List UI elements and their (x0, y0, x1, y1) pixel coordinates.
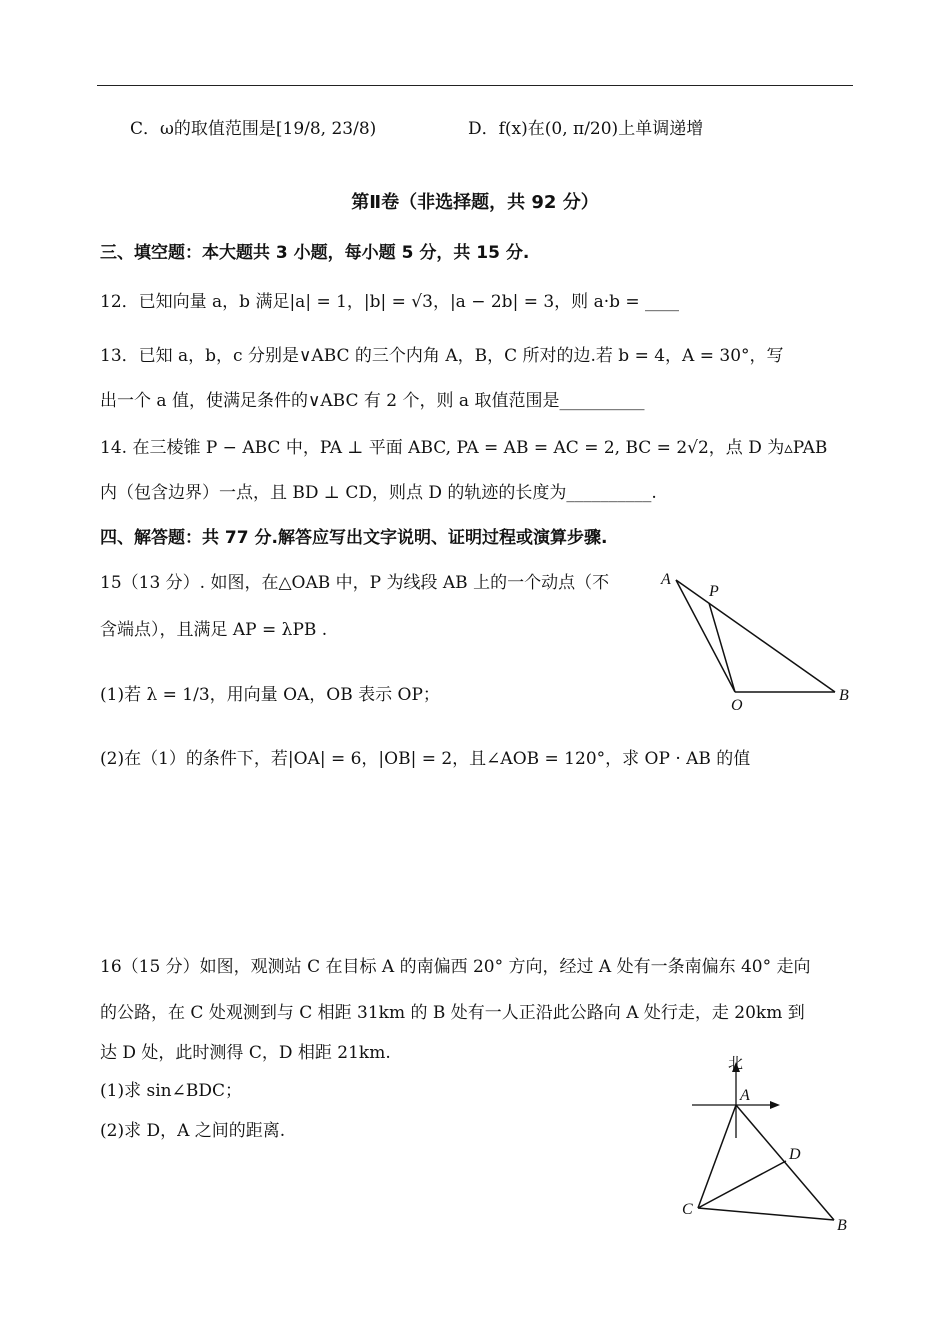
label-a: A (661, 571, 671, 588)
question-15-line-2: 含端点），且满足 AP = λPB . (100, 620, 328, 640)
question-15-part-2: (2)在（1）的条件下，若|OA| = 6，|OB| = 2，且∠AOB = 120°，求 OP · AB 的值 (100, 749, 751, 769)
observation-station-figure (670, 1050, 860, 1240)
header-rule (97, 85, 853, 86)
question-13-line-2: 出一个 a 值，使满足条件的∨ABC 有 2 个，则 a 取值范围是__________ (100, 391, 645, 411)
choice-c: C．ω的取值范围是[19/8, 23/8) (130, 119, 377, 139)
question-16-line-2: 的公路，在 C 处观测到与 C 相距 31km 的 B 处有一人正沿此公路向 A 处行走，走 20km 到 (100, 1003, 805, 1023)
question-16-line-1: 16（15 分）如图，观测站 C 在目标 A 的南偏西 20° 方向，经过 A 处有一条南偏东 40° 走向 (100, 957, 811, 977)
section-3-heading: 三、填空题：本大题共 3 小题，每小题 5 分，共 15 分. (100, 243, 530, 263)
question-16-part-2: (2)求 D，A 之间的距离. (100, 1121, 286, 1141)
triangle-oab-figure (655, 568, 855, 718)
question-15-part-1: (1)若 λ = 1/3，用向量 OA，OB 表示 OP； (100, 685, 440, 705)
label-a2: A (740, 1087, 750, 1104)
question-16-line-3: 达 D 处，此时测得 C，D 相距 21km. (100, 1043, 391, 1063)
choice-d: D．f(x)在(0, π/20)上单调递增 (468, 119, 704, 139)
question-13-line-1: 13．已知 a，b，c 分别是∨ABC 的三个内角 A，B，C 所对的边.若 b = 4，A = 30°，写 (100, 346, 784, 366)
question-12: 12．已知向量 a，b 满足|a| = 1，|b| = √3，|a − 2b| = 3，则 a·b = ____ (100, 292, 680, 312)
label-c: C (682, 1201, 693, 1218)
question-14-line-2: 内（包含边界）一点，且 BD ⊥ CD，则点 D 的轨迹的长度为__________. (100, 483, 657, 503)
label-b2: B (837, 1217, 847, 1234)
label-p: P (709, 583, 719, 600)
label-o: O (731, 697, 743, 714)
question-14-line-1: 14. 在三棱锥 P − ABC 中，PA ⊥ 平面 ABC, PA = AB = AC = 2, BC = 2√2，点 D 为▵PAB (100, 438, 828, 458)
question-15-line-1: 15（13 分）. 如图，在△OAB 中，P 为线段 AB 上的一个动点（不 (100, 573, 610, 593)
north-label: 北 (728, 1054, 744, 1072)
section-4-heading: 四、解答题：共 77 分.解答应写出文字说明、证明过程或演算步骤. (100, 528, 608, 548)
label-b: B (839, 687, 849, 704)
question-16-part-1: (1)求 sin∠BDC； (100, 1081, 242, 1101)
part-title: 第Ⅱ卷（非选择题，共 92 分） (351, 192, 599, 213)
label-d: D (789, 1146, 801, 1163)
